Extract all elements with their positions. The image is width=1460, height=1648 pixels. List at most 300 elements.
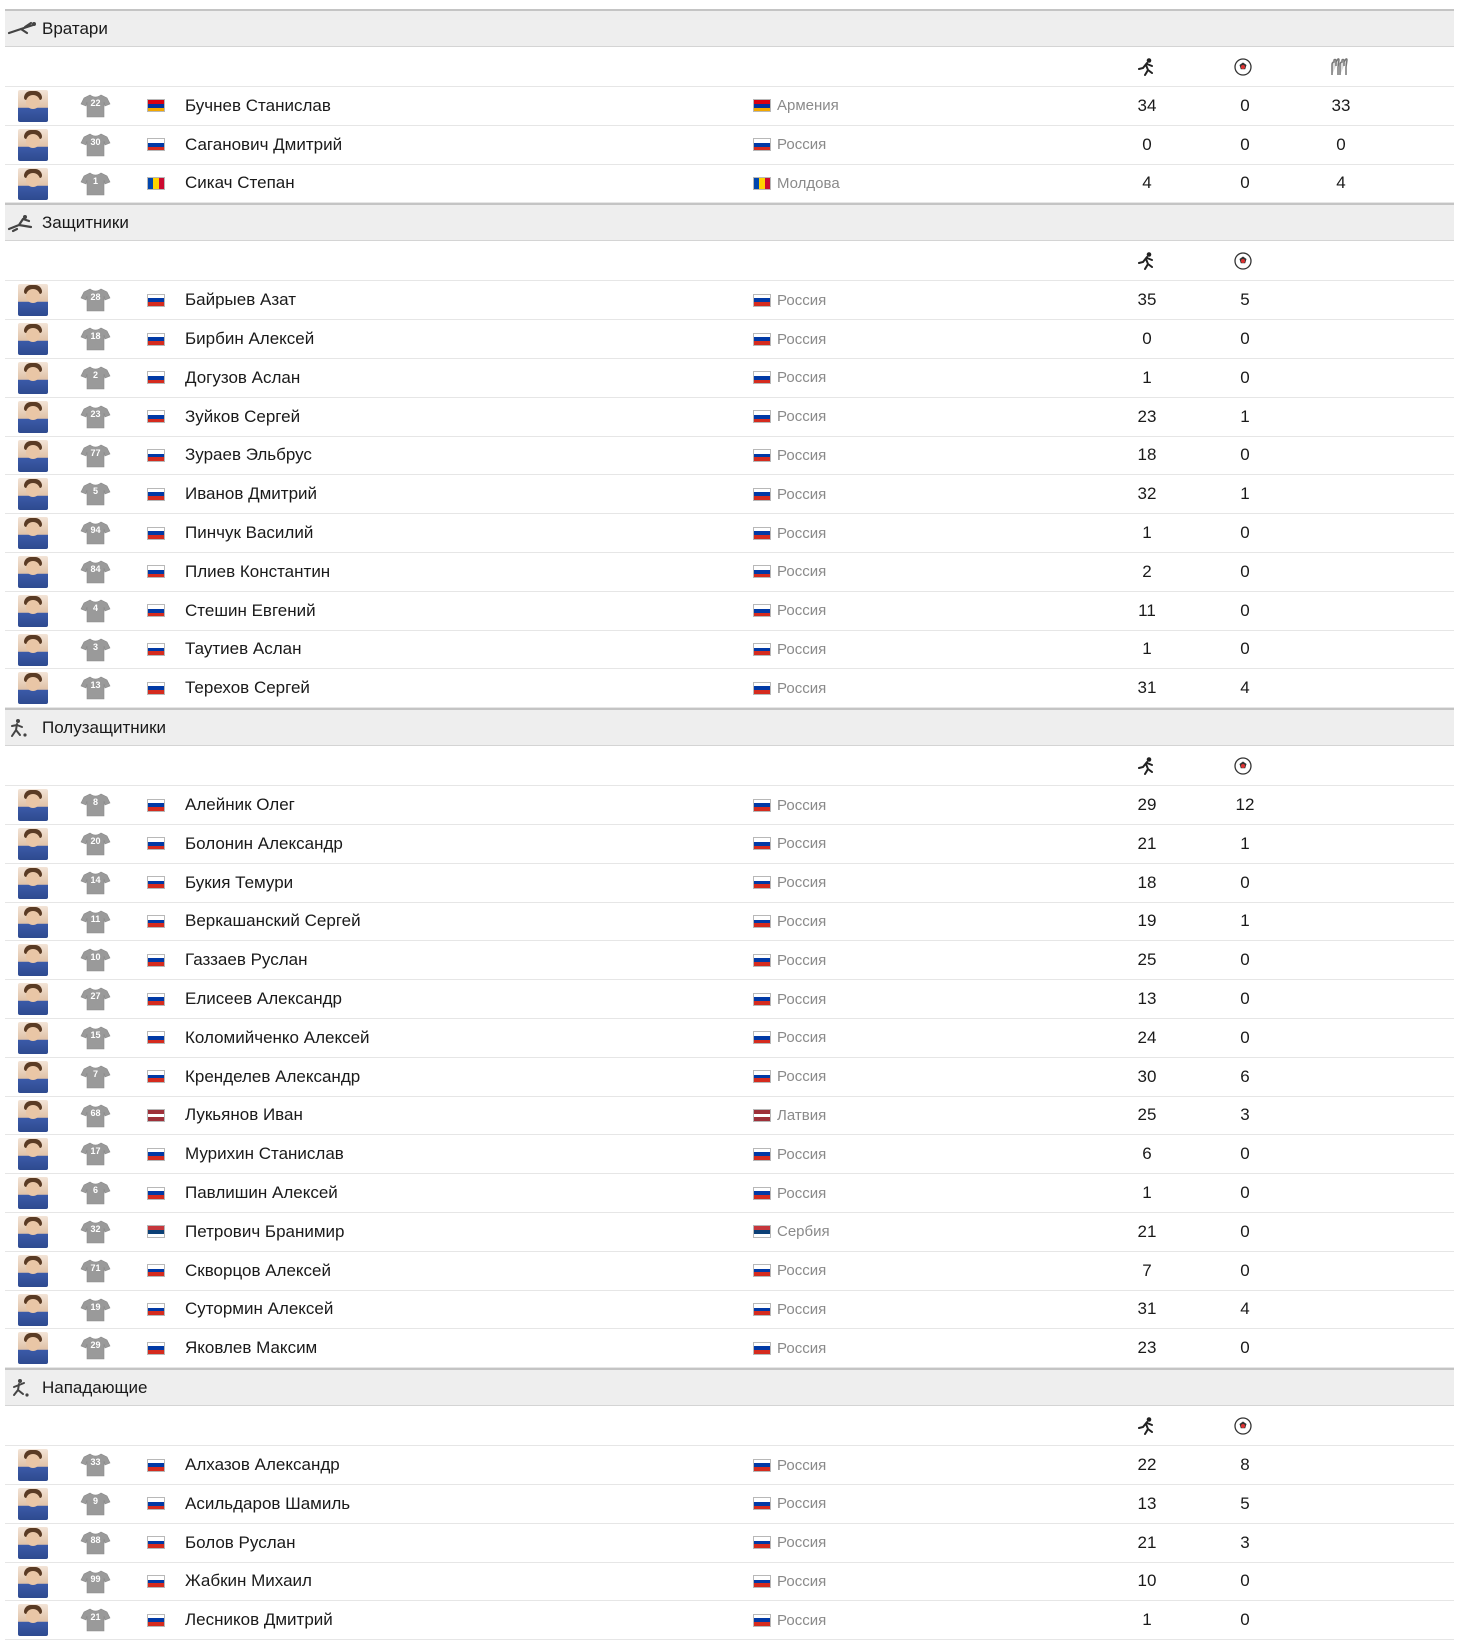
jersey-number-icon bbox=[80, 599, 111, 623]
player-name-link[interactable]: Стешин Евгений bbox=[185, 600, 316, 620]
player-photo[interactable] bbox=[18, 906, 48, 938]
country-flag-icon bbox=[147, 294, 165, 307]
nationality-flag bbox=[147, 825, 165, 863]
jersey-number-icon bbox=[80, 910, 111, 934]
country-flag-icon bbox=[753, 915, 771, 928]
player-name-link[interactable]: Асильдаров Шамиль bbox=[185, 1493, 351, 1513]
jersey-number-icon bbox=[80, 172, 111, 196]
appearances-value: 7 bbox=[1142, 1260, 1152, 1280]
player-row bbox=[5, 1252, 1454, 1291]
appearances-value: 35 bbox=[1137, 290, 1157, 310]
section-title: Полузащитники bbox=[42, 717, 167, 737]
player-photo[interactable] bbox=[18, 1216, 48, 1248]
player-name-link[interactable]: Бирбин Алексей bbox=[185, 329, 315, 349]
player-name-link[interactable]: Кренделев Александр bbox=[185, 1066, 361, 1086]
nationality-flag bbox=[147, 1058, 165, 1096]
country-flag-icon bbox=[753, 177, 771, 190]
player-country bbox=[753, 786, 826, 824]
player-country bbox=[753, 1446, 826, 1484]
appearances-value: 22 bbox=[1137, 1455, 1157, 1474]
jersey-number: 71 bbox=[90, 1262, 101, 1273]
country-flag-icon bbox=[147, 1614, 165, 1627]
clean-sheets-value: 4 bbox=[1336, 173, 1346, 193]
country-name: Россия bbox=[777, 563, 827, 581]
jersey-number-icon bbox=[80, 482, 111, 506]
jersey-number: 20 bbox=[90, 835, 101, 846]
goals-value: 1 bbox=[1240, 911, 1250, 931]
goals-value: 0 bbox=[1240, 329, 1250, 349]
country-name: Россия bbox=[777, 330, 827, 348]
section-header bbox=[5, 708, 1454, 746]
player-row bbox=[5, 165, 1454, 204]
player-name-link[interactable]: Саганович Дмитрий bbox=[185, 134, 343, 154]
player-name-link[interactable]: Яковлев Максим bbox=[185, 1338, 318, 1358]
section-title: Нападающие bbox=[42, 1377, 148, 1397]
player-photo[interactable] bbox=[18, 362, 48, 394]
player-photo[interactable] bbox=[18, 478, 48, 510]
nationality-flag bbox=[147, 631, 165, 669]
player-photo[interactable] bbox=[18, 1255, 48, 1287]
player-name-link[interactable]: Алхазов Александр bbox=[185, 1455, 340, 1474]
country-flag-icon bbox=[147, 1225, 165, 1238]
player-name-link[interactable]: Лесников Дмитрий bbox=[185, 1610, 333, 1630]
appearances-value: 1 bbox=[1142, 367, 1152, 387]
player-photo[interactable] bbox=[18, 672, 48, 704]
player-name-link[interactable]: Лукьянов Иван bbox=[185, 1105, 303, 1125]
nationality-flag bbox=[147, 1252, 165, 1290]
player-photo[interactable] bbox=[18, 1138, 48, 1170]
nationality-flag bbox=[147, 1524, 165, 1562]
player-country bbox=[753, 1252, 826, 1290]
player-row bbox=[5, 1097, 1454, 1136]
player-name-link[interactable]: Газзаев Руслан bbox=[185, 950, 308, 970]
player-photo[interactable] bbox=[18, 1022, 48, 1054]
player-row bbox=[5, 87, 1454, 126]
country-flag-icon bbox=[147, 565, 165, 578]
stats-header-row bbox=[5, 1406, 1454, 1446]
jersey-number-icon bbox=[80, 1026, 111, 1050]
country-flag-icon bbox=[753, 1459, 771, 1472]
player-name-link[interactable]: Павлишин Алексей bbox=[185, 1183, 338, 1203]
jersey-number-icon bbox=[80, 444, 111, 468]
appearances-icon bbox=[1135, 57, 1157, 77]
country-name: Армения bbox=[777, 97, 839, 115]
player-name-link[interactable]: Догузов Аслан bbox=[185, 367, 301, 387]
jersey-number: 5 bbox=[92, 486, 98, 497]
player-country bbox=[753, 980, 826, 1018]
jersey-number-icon bbox=[80, 793, 111, 817]
country-flag-icon bbox=[753, 1031, 771, 1044]
player-row bbox=[5, 1446, 1454, 1485]
country-flag-icon bbox=[147, 371, 165, 384]
player-country bbox=[753, 825, 826, 863]
nationality-flag bbox=[147, 980, 165, 1018]
player-name-link[interactable]: Байрыев Азат bbox=[185, 290, 296, 310]
player-photo[interactable] bbox=[18, 867, 48, 899]
goals-value: 0 bbox=[1240, 95, 1250, 115]
country-flag-icon bbox=[753, 993, 771, 1006]
goals-icon bbox=[1232, 1416, 1254, 1436]
appearances-value: 13 bbox=[1137, 1493, 1157, 1513]
country-flag-icon bbox=[753, 604, 771, 617]
nationality-flag bbox=[147, 320, 165, 358]
appearances-value: 25 bbox=[1137, 950, 1157, 970]
goals-value: 0 bbox=[1240, 600, 1250, 620]
jersey-number: 21 bbox=[90, 1612, 101, 1623]
player-country bbox=[753, 1485, 826, 1523]
player-row bbox=[5, 1524, 1454, 1563]
nationality-flag bbox=[147, 903, 165, 941]
player-row bbox=[5, 864, 1454, 903]
section-header bbox=[5, 9, 1454, 47]
player-photo[interactable] bbox=[18, 1061, 48, 1093]
appearances-value: 19 bbox=[1137, 911, 1157, 931]
jersey-number: 13 bbox=[90, 680, 101, 691]
goals-value: 4 bbox=[1240, 678, 1250, 698]
country-flag-icon bbox=[753, 333, 771, 346]
jersey-number-icon bbox=[80, 1142, 111, 1166]
country-flag-icon bbox=[147, 488, 165, 501]
nationality-flag bbox=[147, 1135, 165, 1173]
appearances-value: 1 bbox=[1142, 523, 1152, 543]
goals-value: 3 bbox=[1240, 1532, 1250, 1552]
jersey-number-icon bbox=[80, 94, 111, 118]
stats-header-row bbox=[5, 47, 1454, 87]
goals-icon bbox=[1232, 251, 1254, 271]
country-flag-icon bbox=[753, 294, 771, 307]
country-flag-icon bbox=[147, 1264, 165, 1277]
player-photo[interactable] bbox=[18, 129, 48, 161]
jersey-number-icon bbox=[80, 948, 111, 972]
jersey-number: 4 bbox=[92, 602, 98, 613]
player-photo[interactable] bbox=[18, 1488, 48, 1520]
jersey-number-icon bbox=[80, 1336, 111, 1360]
country-flag-icon bbox=[147, 876, 165, 889]
country-name: Россия bbox=[777, 136, 827, 154]
jersey-number-icon bbox=[80, 1298, 111, 1322]
stats-header-row bbox=[5, 241, 1454, 281]
country-flag-icon bbox=[753, 1614, 771, 1627]
nationality-flag bbox=[147, 1485, 165, 1523]
jersey-number-icon bbox=[80, 676, 111, 700]
player-country bbox=[753, 126, 826, 164]
country-flag-icon bbox=[753, 1109, 771, 1122]
appearances-value: 25 bbox=[1137, 1105, 1157, 1125]
appearances-value: 1 bbox=[1142, 1183, 1152, 1203]
jersey-number: 77 bbox=[90, 447, 101, 458]
nationality-flag bbox=[147, 398, 165, 436]
nationality-flag bbox=[147, 281, 165, 319]
player-photo[interactable] bbox=[18, 944, 48, 976]
goals-value: 0 bbox=[1240, 1571, 1250, 1591]
player-country bbox=[753, 864, 826, 902]
section-header bbox=[5, 1368, 1454, 1406]
country-flag-icon bbox=[147, 1187, 165, 1200]
goals-value: 0 bbox=[1240, 445, 1250, 465]
appearances-value: 2 bbox=[1142, 561, 1152, 581]
jersey-number: 68 bbox=[90, 1107, 101, 1118]
player-photo[interactable] bbox=[18, 168, 48, 200]
player-name-link[interactable]: Болов Руслан bbox=[185, 1532, 296, 1552]
defender-icon bbox=[7, 212, 37, 234]
player-row bbox=[5, 1213, 1454, 1252]
country-name: Латвия bbox=[777, 1106, 827, 1124]
goals-value: 0 bbox=[1240, 523, 1250, 543]
player-photo[interactable] bbox=[18, 401, 48, 433]
player-row bbox=[5, 980, 1454, 1019]
player-name-link[interactable]: Елисеев Александр bbox=[185, 989, 342, 1009]
jersey-number-icon bbox=[80, 987, 111, 1011]
jersey-number-icon bbox=[80, 638, 111, 662]
player-row bbox=[5, 437, 1454, 476]
country-flag-icon bbox=[753, 1187, 771, 1200]
country-flag-icon bbox=[753, 1148, 771, 1161]
player-row bbox=[5, 825, 1454, 864]
player-name-link[interactable]: Жабкин Михаил bbox=[185, 1571, 312, 1591]
player-name-link[interactable]: Веркашанский Сергей bbox=[185, 911, 361, 931]
jersey-number-icon bbox=[80, 327, 111, 351]
nationality-flag bbox=[147, 1019, 165, 1057]
player-row bbox=[5, 1058, 1454, 1097]
player-name-link[interactable]: Сикач Степан bbox=[185, 173, 295, 193]
appearances-value: 29 bbox=[1137, 795, 1157, 815]
player-name-link[interactable]: Таутиев Аслан bbox=[185, 639, 302, 659]
jersey-number: 23 bbox=[90, 408, 101, 419]
player-photo[interactable] bbox=[18, 1566, 48, 1598]
country-name: Россия bbox=[777, 408, 827, 426]
clean-sheets-value: 0 bbox=[1336, 134, 1346, 154]
player-row bbox=[5, 1174, 1454, 1213]
jersey-number-icon bbox=[80, 1453, 111, 1477]
appearances-value: 31 bbox=[1137, 1299, 1157, 1319]
player-country bbox=[753, 398, 826, 436]
country-flag-icon bbox=[753, 1497, 771, 1510]
player-photo[interactable] bbox=[18, 1332, 48, 1364]
goals-value: 4 bbox=[1240, 1299, 1250, 1319]
player-country bbox=[753, 1329, 826, 1367]
player-country bbox=[753, 592, 826, 630]
player-row bbox=[5, 1135, 1454, 1174]
country-flag-icon bbox=[147, 954, 165, 967]
jersey-number: 33 bbox=[90, 1457, 101, 1468]
country-flag-icon bbox=[753, 138, 771, 151]
appearances-icon bbox=[1135, 756, 1157, 776]
country-name: Россия bbox=[777, 485, 827, 503]
goals-value: 0 bbox=[1240, 1338, 1250, 1358]
player-country bbox=[753, 1563, 826, 1601]
country-flag-icon bbox=[147, 138, 165, 151]
country-flag-icon bbox=[753, 1303, 771, 1316]
player-name-link[interactable]: Зуйков Сергей bbox=[185, 406, 301, 426]
player-country bbox=[753, 1524, 826, 1562]
jersey-number-icon bbox=[80, 1259, 111, 1283]
player-name-link[interactable]: Иванов Дмитрий bbox=[185, 484, 318, 504]
player-row bbox=[5, 398, 1454, 437]
jersey-number-icon bbox=[80, 288, 111, 312]
nationality-flag bbox=[147, 126, 165, 164]
country-flag-icon bbox=[147, 449, 165, 462]
appearances-value: 30 bbox=[1137, 1066, 1157, 1086]
player-photo[interactable] bbox=[18, 284, 48, 316]
goals-value: 0 bbox=[1240, 561, 1250, 581]
jersey-number: 6 bbox=[92, 1185, 98, 1196]
country-flag-icon bbox=[147, 1148, 165, 1161]
jersey-number: 99 bbox=[90, 1573, 101, 1584]
goals-value: 0 bbox=[1240, 639, 1250, 659]
jersey-number-icon bbox=[80, 1570, 111, 1594]
nationality-flag bbox=[147, 87, 165, 125]
jersey-number: 11 bbox=[90, 913, 101, 924]
country-flag-icon bbox=[147, 1459, 165, 1472]
player-country bbox=[753, 1174, 826, 1212]
jersey-number-icon bbox=[80, 1492, 111, 1516]
player-photo[interactable] bbox=[18, 634, 48, 666]
country-flag-icon bbox=[753, 527, 771, 540]
player-photo[interactable] bbox=[18, 1177, 48, 1209]
player-country bbox=[753, 941, 826, 979]
country-flag-icon bbox=[753, 99, 771, 112]
jersey-number: 30 bbox=[90, 136, 101, 147]
country-flag-icon bbox=[147, 837, 165, 850]
player-photo[interactable] bbox=[18, 556, 48, 588]
player-country bbox=[753, 1097, 826, 1135]
goals-value: 8 bbox=[1240, 1455, 1250, 1474]
appearances-value: 23 bbox=[1137, 1338, 1157, 1358]
player-name-link[interactable]: Петрович Бранимир bbox=[185, 1221, 345, 1241]
appearances-value: 1 bbox=[1142, 639, 1152, 659]
nationality-flag bbox=[147, 437, 165, 475]
player-country bbox=[753, 165, 840, 203]
country-flag-icon bbox=[147, 604, 165, 617]
player-row bbox=[5, 320, 1454, 359]
nationality-flag bbox=[147, 359, 165, 397]
player-name-link[interactable]: Терехов Сергей bbox=[185, 678, 310, 698]
country-flag-icon bbox=[147, 1536, 165, 1549]
jersey-number: 8 bbox=[92, 797, 98, 808]
player-name-link[interactable]: Пинчук Василий bbox=[185, 523, 314, 543]
goals-value: 0 bbox=[1240, 872, 1250, 892]
squad-roster bbox=[5, 9, 1454, 1640]
country-flag-icon bbox=[147, 915, 165, 928]
jersey-number-icon bbox=[80, 405, 111, 429]
player-photo[interactable] bbox=[18, 828, 48, 860]
jersey-number: 3 bbox=[92, 641, 98, 652]
player-country bbox=[753, 320, 826, 358]
appearances-value: 34 bbox=[1137, 95, 1157, 115]
player-photo[interactable] bbox=[18, 440, 48, 472]
player-photo[interactable] bbox=[18, 90, 48, 122]
player-row bbox=[5, 592, 1454, 631]
player-country bbox=[753, 514, 826, 552]
appearances-value: 13 bbox=[1137, 989, 1157, 1009]
jersey-number: 27 bbox=[90, 991, 101, 1002]
player-row bbox=[5, 669, 1454, 708]
player-photo[interactable] bbox=[18, 323, 48, 355]
country-name: Россия bbox=[777, 446, 827, 464]
nationality-flag bbox=[147, 165, 165, 203]
jersey-number-icon bbox=[80, 1608, 111, 1632]
country-flag-icon bbox=[147, 333, 165, 346]
nationality-flag bbox=[147, 1563, 165, 1601]
player-name-link[interactable]: Алейник Олег bbox=[185, 795, 295, 815]
goals-value: 0 bbox=[1240, 1183, 1250, 1203]
player-photo[interactable] bbox=[18, 789, 48, 821]
player-name-link[interactable]: Коломийченко Алексей bbox=[185, 1027, 370, 1047]
nationality-flag bbox=[147, 553, 165, 591]
player-name-link[interactable]: Зураев Эльбрус bbox=[185, 445, 312, 465]
player-country bbox=[753, 1135, 826, 1173]
appearances-value: 24 bbox=[1137, 1027, 1157, 1047]
player-name-link[interactable]: Букия Темури bbox=[185, 872, 294, 892]
player-name-link[interactable]: Сутормин Алексей bbox=[185, 1299, 334, 1319]
player-photo[interactable] bbox=[18, 1100, 48, 1132]
appearances-value: 31 bbox=[1137, 678, 1157, 698]
country-name: Россия bbox=[777, 369, 827, 387]
goals-value: 12 bbox=[1235, 795, 1255, 815]
country-name: Россия bbox=[777, 1534, 827, 1552]
player-photo[interactable] bbox=[18, 1294, 48, 1326]
player-row bbox=[5, 126, 1454, 165]
player-photo[interactable] bbox=[18, 1604, 48, 1636]
country-flag-icon bbox=[753, 1536, 771, 1549]
player-name-link[interactable]: Бучнев Станислав bbox=[185, 95, 331, 115]
player-name-link[interactable]: Плиев Константин bbox=[185, 561, 331, 581]
jersey-number: 94 bbox=[90, 525, 101, 536]
jersey-number-icon bbox=[80, 521, 111, 545]
player-row bbox=[5, 359, 1454, 398]
section-header bbox=[5, 203, 1454, 241]
goals-value: 0 bbox=[1240, 1144, 1250, 1164]
player-country bbox=[753, 1291, 826, 1329]
section-title: Защитники bbox=[42, 212, 129, 232]
country-flag-icon bbox=[753, 837, 771, 850]
player-row bbox=[5, 1291, 1454, 1330]
player-photo[interactable] bbox=[18, 517, 48, 549]
stats-header-row bbox=[5, 746, 1454, 786]
player-photo[interactable] bbox=[18, 1527, 48, 1559]
appearances-value: 18 bbox=[1137, 872, 1157, 892]
jersey-number: 14 bbox=[90, 874, 101, 885]
player-country bbox=[753, 631, 826, 669]
country-name: Россия bbox=[777, 990, 827, 1008]
nationality-flag bbox=[147, 1601, 165, 1639]
player-row bbox=[5, 1019, 1454, 1058]
player-name-link[interactable]: Болонин Александр bbox=[185, 833, 343, 853]
country-flag-icon bbox=[147, 527, 165, 540]
goals-value: 5 bbox=[1240, 1493, 1250, 1513]
country-name: Россия bbox=[777, 835, 827, 853]
country-flag-icon bbox=[753, 643, 771, 656]
player-country bbox=[753, 1601, 826, 1639]
player-photo[interactable] bbox=[18, 1449, 48, 1481]
midfielder-icon bbox=[7, 717, 37, 739]
player-name-link[interactable]: Мурихин Станислав bbox=[185, 1144, 344, 1164]
nationality-flag bbox=[147, 1446, 165, 1484]
player-photo[interactable] bbox=[18, 983, 48, 1015]
nationality-flag bbox=[147, 475, 165, 513]
goalkeeper-icon bbox=[7, 18, 37, 40]
goals-value: 6 bbox=[1240, 1066, 1250, 1086]
nationality-flag bbox=[147, 941, 165, 979]
appearances-value: 0 bbox=[1142, 134, 1152, 154]
player-name-link[interactable]: Скворцов Алексей bbox=[185, 1260, 332, 1280]
goals-value: 0 bbox=[1240, 950, 1250, 970]
player-photo[interactable] bbox=[18, 595, 48, 627]
nationality-flag bbox=[147, 669, 165, 707]
player-country bbox=[753, 437, 826, 475]
country-flag-icon bbox=[147, 410, 165, 423]
country-flag-icon bbox=[147, 799, 165, 812]
